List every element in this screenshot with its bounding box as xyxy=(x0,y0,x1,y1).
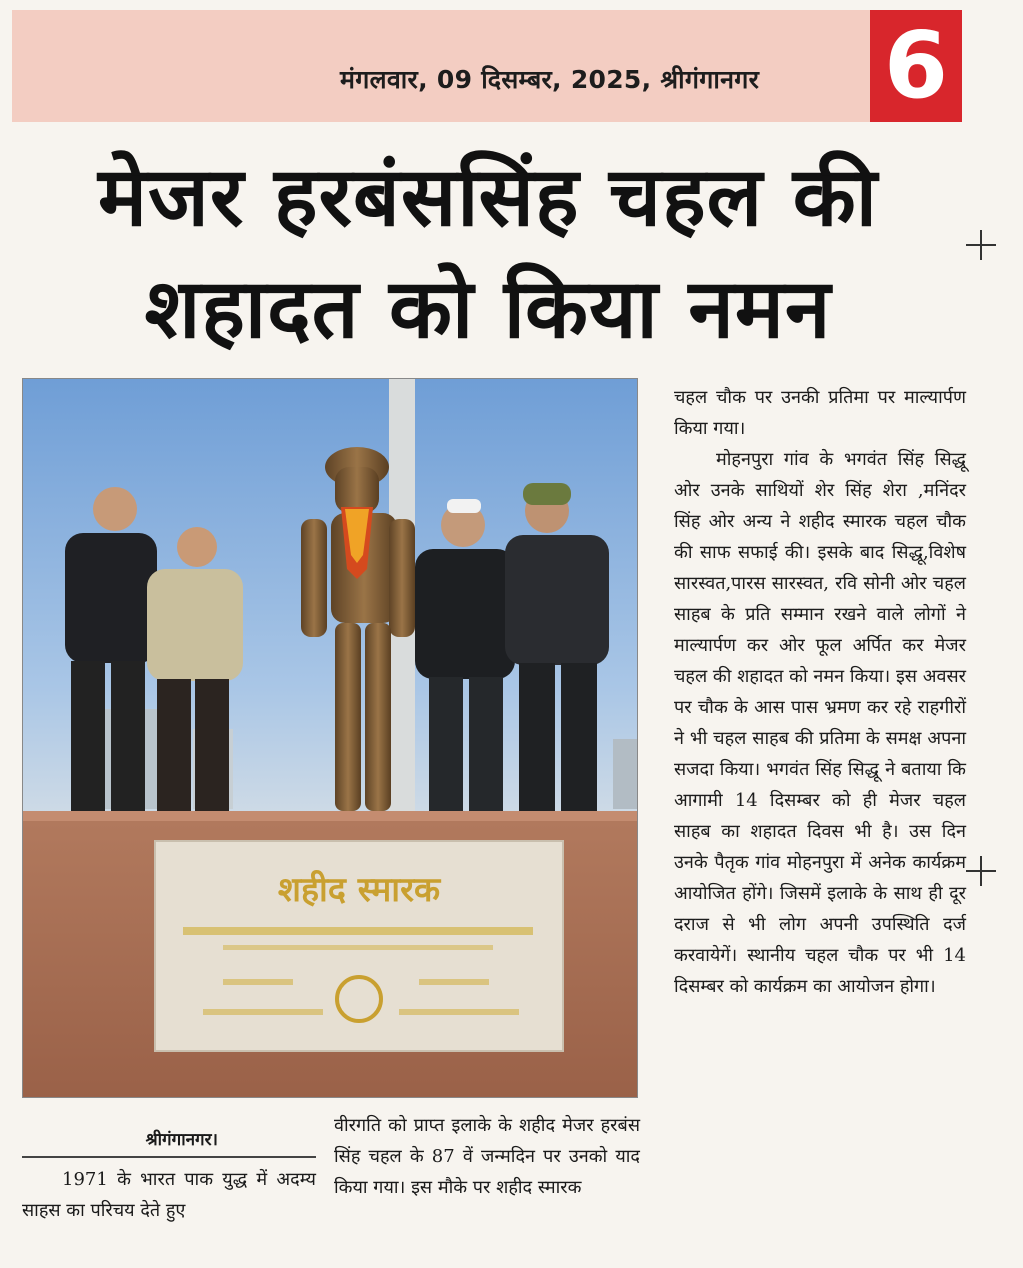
article-column-middle: वीरगति को प्राप्त इलाके के शहीद मेजर हरबंस सिंह चहल के 87 वें जन्मदिन पर उनको याद किया गया। इस मौके पर शहीद स्मारक xyxy=(334,1115,640,1198)
headline-line-1: मेजर हरबंससिंह चहल की xyxy=(97,150,879,245)
divider xyxy=(22,1156,316,1158)
article-paragraph: मोहनपुरा गांव के भगवंत सिंह सिद्धू ओर उनके साथियों शेर सिंह शेरा ,मनिंदर सिंह ओर अन्य ने शहीद स्मारक चहल चौक की साफ सफाई की। इसके बाद सिद्धू,विशेष सारस्वत,पारस सारस्वत, रवि सोनी ओर चहल साहब के प्रति सम्मान रखने वाले लोगों ने माल्यार्पण कर ओर फूल अर्पित कर मेजर चहल की शहादत को नमन किया। इस अवसर पर चौक के आस पास भ्रमण कर रहे राहगीरों ने भी चहल साहब की प्रतिमा के समक्ष अपना सजदा किया। भगवंत सिंह सिद्धू ने बताया कि आगामी 14 दिसम्बर को ही मेजर चहल साहब का शहादत दिवस भी है। उस दिन उनके पैतृक गांव मोहनपुरा में अनेक कार्यक्रम आयोजित होंगे। जिसमें इलाके के साथ ही दूर दराज से भी लोग अपनी उपस्थिति दर्ज करवायेगें। स्थानीय चहल चौक पर भी 14 दिसम्बर को कार्यक्रम का आयोजन होगा। xyxy=(674,449,966,997)
photo-illustration xyxy=(23,379,638,1098)
plaque-title: शहीद स्मारक xyxy=(277,870,441,910)
article-paragraph: चहल चौक पर उनकी प्रतिमा पर माल्यार्पण किया गया। xyxy=(674,387,966,439)
page-number-badge: 6 xyxy=(870,10,962,122)
article-paragraph: 1971 के भारत पाक युद्ध में अदम्य साहस का परिचय देते हुए xyxy=(22,1168,316,1221)
headline xyxy=(18,142,958,372)
header-date: मंगलवार, 09 दिसम्बर, 2025, श्रीगंगानगर xyxy=(340,65,760,94)
news-photo xyxy=(22,378,638,1098)
crop-mark-icon xyxy=(966,230,996,260)
crop-mark-icon xyxy=(966,856,996,886)
article-column-right xyxy=(674,382,966,1242)
article-dateline: श्रीगंगानगर। xyxy=(145,1130,218,1150)
article-column-left xyxy=(22,1124,316,1254)
headline-line-2: शहादत को किया नमन xyxy=(144,262,832,357)
